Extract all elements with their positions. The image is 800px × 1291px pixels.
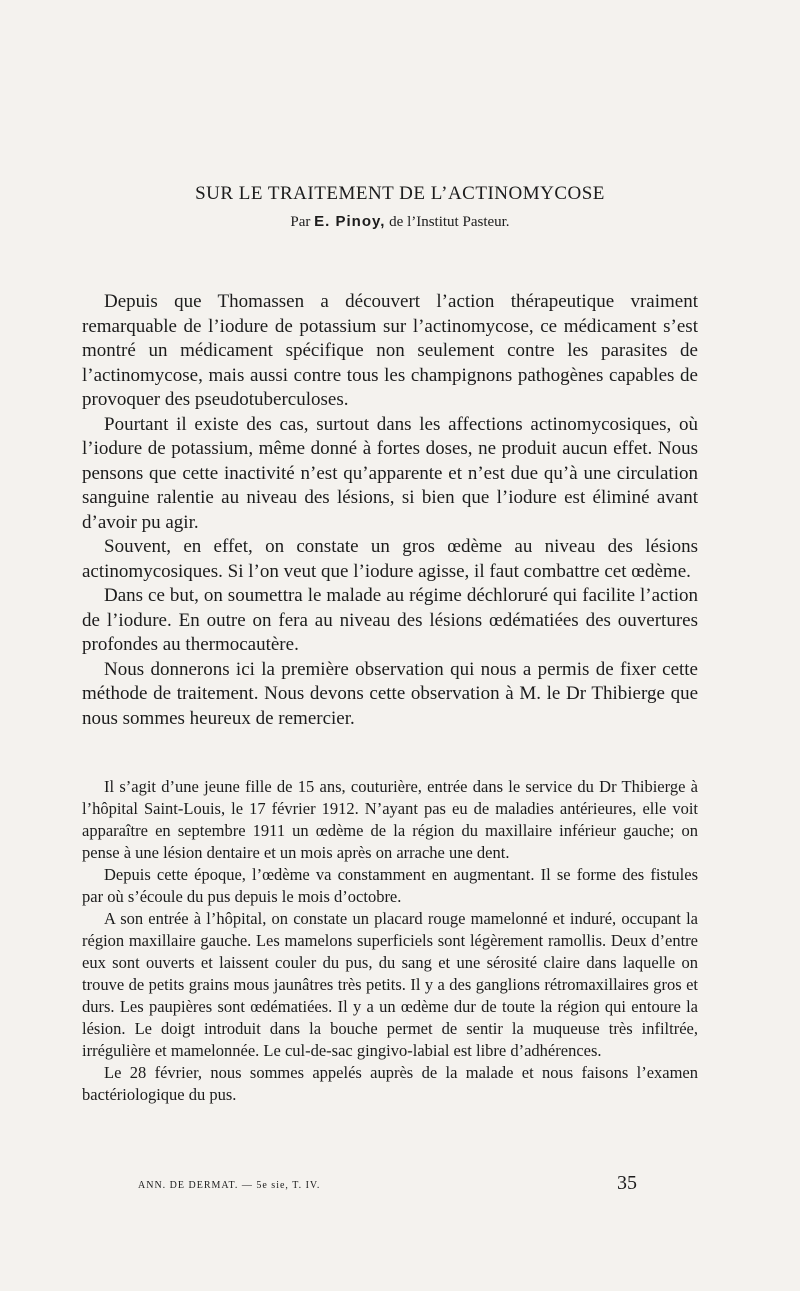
paragraph: Depuis que Thomassen a découvert l’action thérapeutique vraiment remarquable de l’iodure de potassium sur l’actinomycose, ce médicament s’est montré un médicament spécifique non seulement contre les parasites de l’actinomycose, mais aussi contre tous les champignons pathogènes capables de provoquer des pseudotuberculoses.: [82, 291, 698, 410]
paragraph: Nous donnerons ici la première observation qui nous a permis de fixer cette méthode de traitement. Nous devons cette observation à M. le Dr Thibierge que nous sommes heureux de remercier.: [82, 658, 698, 729]
main-text: [82, 290, 698, 731]
observation-paragraph: A son entrée à l’hôpital, on constate un placard rouge mamelonné et induré, occupant la région maxillaire gauche. Les mamelons superficiels sont légèrement ramollis. Deux d’entre eux sont ouverts et laissent couler du pus, du sang et une sérosité claire dans laquelle on trouve de petits grains mous jaunâtres très petits. Il y a des ganglions rétromaxillaires gros et durs. Les paupières sont œdématiées. Il y a un œdème dur de toute la région qui entoure la lésion. Le doigt introduit dans la bouche permet de sentir la muqueuse très infiltrée, irrégulière et mamelonnée. Le cul-de-sac gingivo-labial est libre d’adhérences.: [82, 909, 698, 1060]
observation-paragraph: Le 28 février, nous sommes appelés auprès de la malade et nous faisons l’examen bactériologique du pus.: [82, 1063, 698, 1104]
observation-text: [82, 776, 698, 1106]
observation-paragraph: Il s’agit d’une jeune fille de 15 ans, couturière, entrée dans le service du Dr Thibierge à l’hôpital Saint-Louis, le 17 février 1912. N’ayant pas eu de maladies antérieures, elle voit apparaître en septembre 1911 un œdème de la région du maxillaire inférieur gauche; on pense à une lésion dentaire et un mois après on arrache une dent.: [82, 777, 698, 862]
page-number: 35: [617, 1172, 637, 1194]
author-name: E. Pinoy,: [314, 213, 386, 230]
paragraph: Pourtant il existe des cas, surtout dans les affections actinomycosiques, où l’iodure de potassium, même donné à fortes doses, ne produit aucun effet. Nous pensons que cette inactivité n’est qu’apparente et n’est due qu’à une circulation sanguine ralentie au niveau des lésions, si bien que l’iodure est éliminé avant d’avoir pu agir.: [82, 413, 698, 533]
paragraph: Dans ce but, on soumettra le malade au régime déchloruré qui facilite l’action de l’iodure. En outre on fera au niveau des lésions œdématiées des ouvertures profondes au thermocautère.: [82, 585, 698, 655]
byline-affiliation: de l’Institut Pasteur.: [389, 214, 510, 230]
paragraph: Souvent, en effet, on constate un gros œdème au niveau des lésions actinomycosiques. Si l’on veut que l’iodure agisse, il faut combattre cet œdème.: [82, 536, 698, 582]
byline: [0, 213, 800, 231]
journal-footer: ANN. DE DERMAT. — 5e sie, T. IV.: [138, 1180, 321, 1191]
observation-paragraph: Depuis cette époque, l’œdème va constamment en augmentant. Il se forme des fistules par où s’écoule du pus depuis le mois d’octobre.: [82, 865, 698, 906]
article-title: SUR LE TRAITEMENT DE L’ACTINOMYCOSE: [195, 183, 605, 204]
byline-prefix: Par: [290, 214, 311, 230]
